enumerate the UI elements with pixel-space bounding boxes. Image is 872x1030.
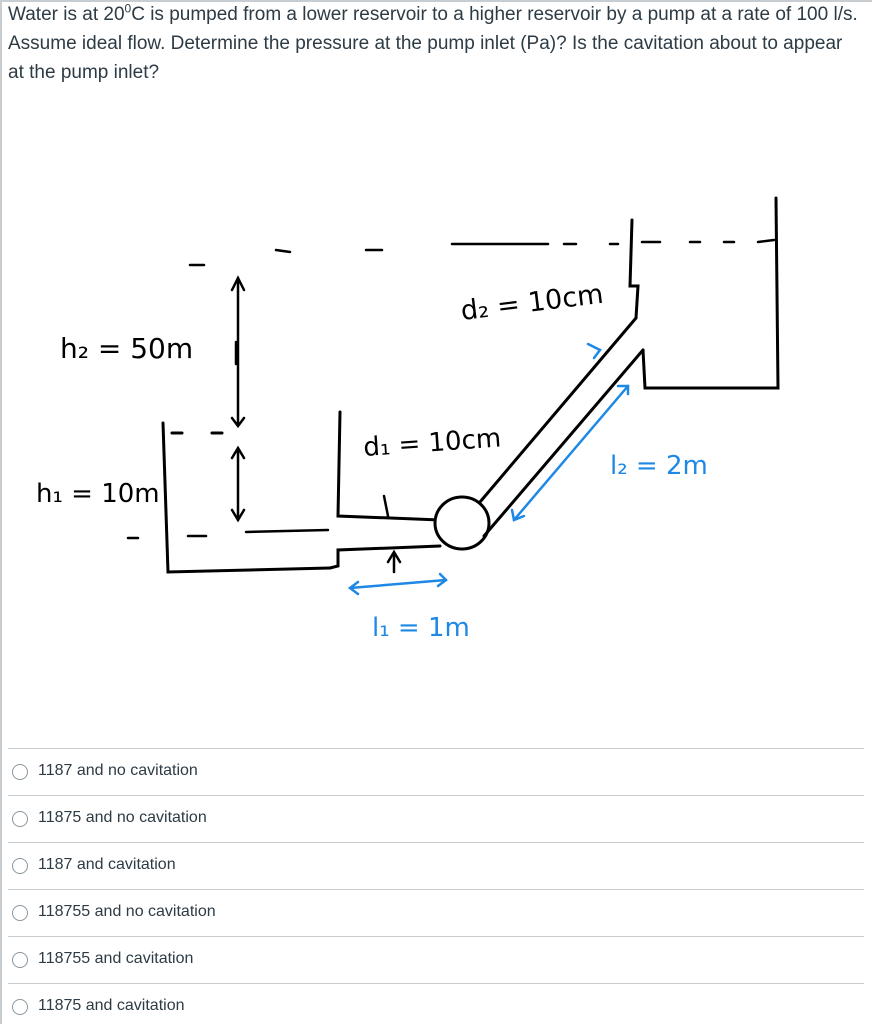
radio-button[interactable] — [12, 999, 28, 1015]
answer-label[interactable]: 11875 and no cavitation — [38, 809, 207, 826]
h2-label: h₂ = 50m — [60, 332, 194, 365]
upper-reservoir — [630, 198, 778, 388]
question-text-part1: Water is at 20 — [8, 4, 125, 25]
answer-list — [8, 748, 864, 1030]
answer-label[interactable]: 1187 and no cavitation — [38, 762, 198, 779]
l2-label: l₂ = 2m — [610, 451, 708, 481]
answer-option-1[interactable] — [8, 748, 864, 795]
d1-label: d₁ = 10cm — [362, 423, 503, 463]
answer-label[interactable]: 11875 and cavitation — [38, 997, 185, 1014]
answer-option-3[interactable] — [8, 842, 864, 889]
dimension-arrows — [232, 278, 400, 572]
answer-option-4[interactable] — [8, 889, 864, 936]
inclined-pipe — [480, 318, 643, 536]
question-text-part2: C is pumped from a lower reservoir to a higher reservoir by a pump at a rate of 100 l/s. Assume ideal flow. Determine the pressure at the pump inlet (Pa)? Is the cavitation about to appear at the pump inlet? — [8, 4, 858, 83]
radio-button[interactable] — [12, 764, 28, 780]
pump — [435, 497, 489, 549]
radio-button[interactable] — [12, 811, 28, 827]
answer-label[interactable]: 1187 and cavitation — [38, 856, 176, 873]
h1-label: h₁ = 10m — [36, 479, 160, 509]
answer-option-6[interactable] — [8, 983, 864, 1030]
radio-button[interactable] — [12, 952, 28, 968]
answer-option-2[interactable] — [8, 795, 864, 842]
answer-option-5[interactable] — [8, 936, 864, 983]
radio-button[interactable] — [12, 858, 28, 874]
question-text — [8, 0, 858, 87]
pump-diagram — [0, 180, 872, 660]
radio-button[interactable] — [12, 905, 28, 921]
answer-label[interactable]: 118755 and cavitation — [38, 950, 194, 967]
answer-label[interactable]: 118755 and no cavitation — [38, 903, 216, 920]
d2-label: d₂ = 10cm — [459, 278, 606, 327]
degree-superscript: 0 — [124, 1, 132, 16]
l1-label: l₁ = 1m — [372, 613, 470, 643]
